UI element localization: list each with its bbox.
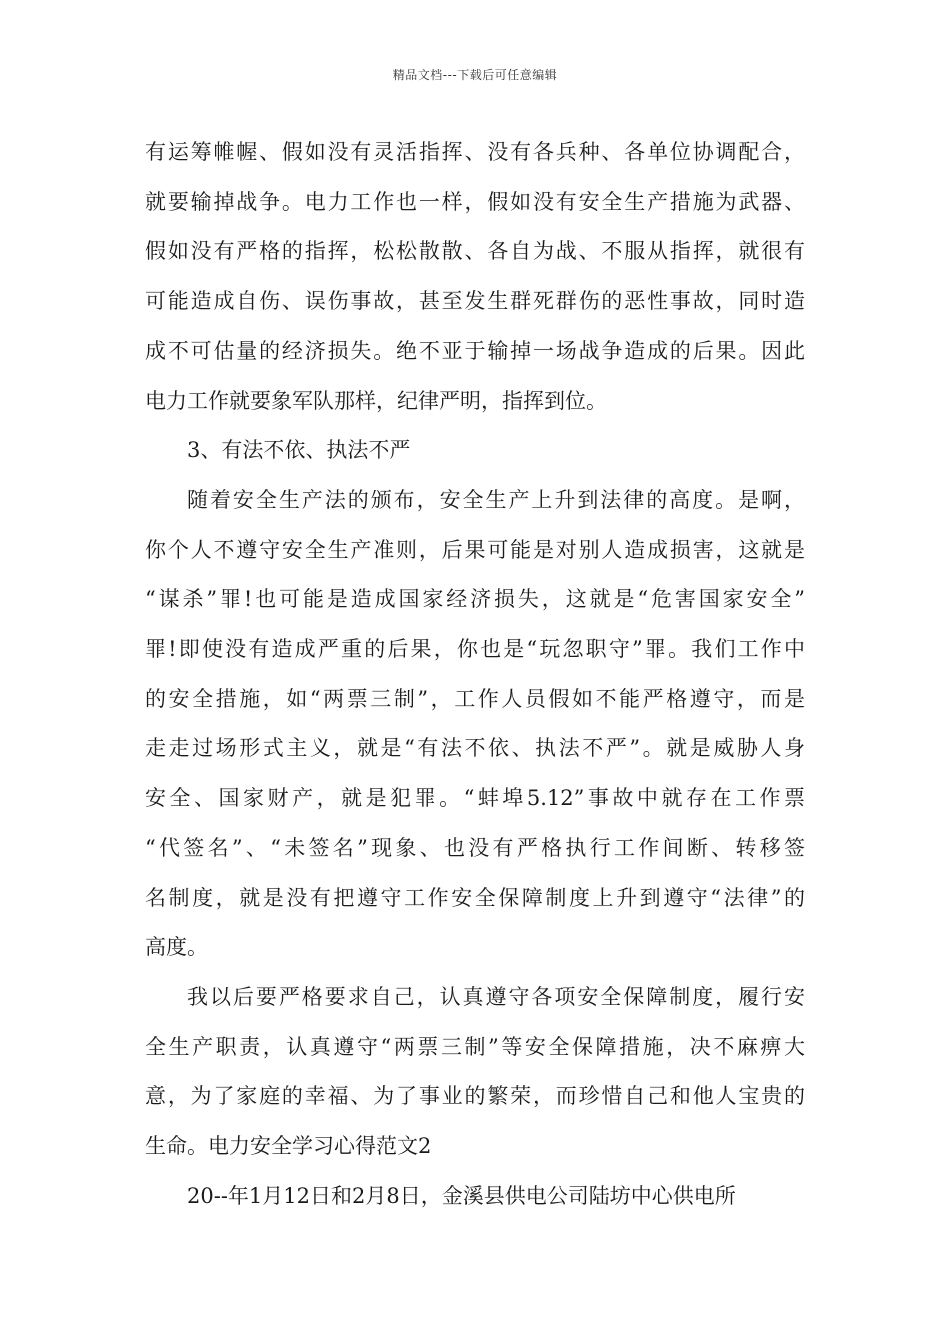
text-line: 安全、国家财产，就是犯罪。“蚌埠5.12”事故中就存在工作票 [145, 786, 805, 811]
text-line: 名制度，就是没有把遵守工作安全保障制度上升到遵守“法律”的 [145, 885, 805, 910]
text-line: 我以后要严格要求自己，认真遵守各项安全保障制度，履行安 [187, 984, 805, 1009]
paragraph [145, 426, 805, 476]
text-line: 成不可估量的经济损失。绝不亚于输掉一场战争造成的后果。因此 [145, 338, 805, 363]
paragraph [145, 476, 805, 973]
text-line: 就要输掉战争。电力工作也一样，假如没有安全生产措施为武器、 [145, 189, 805, 214]
text-line: “代签名”、“未签名”现象、也没有严格执行工作间断、转移签 [145, 835, 805, 860]
text-line: 走走过场形式主义，就是“有法不依、执法不严”。就是威胁人身 [145, 736, 805, 761]
paragraph [145, 1172, 805, 1222]
text-line: 生命。电力安全学习心得范文2 [145, 1134, 432, 1159]
text-line: “谋杀”罪!也可能是造成国家经济损失，这就是“危害国家安全” [145, 587, 805, 612]
text-line: 可能造成自伤、误伤事故，甚至发生群死群伤的恶性事故，同时造 [145, 289, 805, 314]
page-header: 精品文档---下载后可任意编辑 [392, 68, 558, 82]
text-line: 随着安全生产法的颁布，安全生产上升到法律的高度。是啊， [187, 487, 805, 512]
text-line: 意，为了家庭的幸福、为了事业的繁荣，而珍惜自己和他人宝贵的 [145, 1084, 805, 1109]
paragraph [145, 128, 805, 426]
text-line: 高度。 [145, 935, 208, 960]
text-line: 罪!即使没有造成严重的后果，你也是“玩忽职守”罪。我们工作中 [145, 637, 805, 662]
text-line: 假如没有严格的指挥，松松散散、各自为战、不服从指挥，就很有 [145, 239, 805, 264]
text-line: 电力工作就要象军队那样，纪律严明，指挥到位。 [145, 388, 607, 413]
document-body [145, 128, 805, 1221]
text-line: 有运筹帷幄、假如没有灵活指挥、没有各兵种、各单位协调配合， [145, 140, 805, 164]
text-line: 你个人不遵守安全生产准则，后果可能是对别人造成损害，这就是 [145, 537, 805, 562]
text-line: 的安全措施，如“两票三制”，工作人员假如不能严格遵守，而是 [145, 686, 805, 711]
paragraph [145, 973, 805, 1172]
text-line: 全生产职责，认真遵守“两票三制”等安全保障措施，决不麻痹大 [145, 1034, 805, 1059]
text-line: 20--年1月12日和2月8日，金溪县供电公司陆坊中心供电所 [187, 1183, 736, 1208]
text-line: 3、有法不依、执法不严 [187, 438, 411, 463]
